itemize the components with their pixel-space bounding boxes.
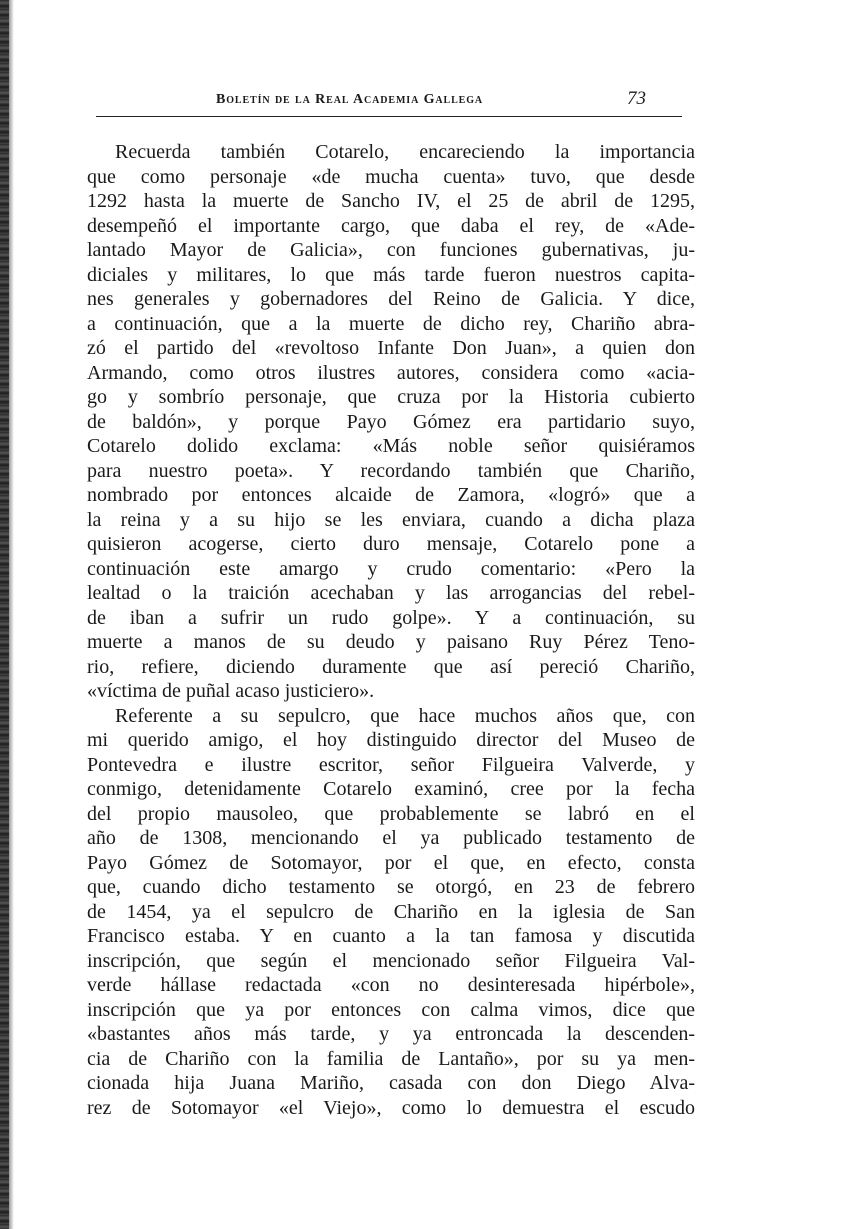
- text-line: que, cuando dicho testamento se otorgó, en 23 de febrero: [87, 876, 695, 898]
- text-line: rez de Sotomayor «el Viejo», como lo demuestra el escudo: [87, 1096, 695, 1119]
- page-number: 73: [627, 88, 646, 109]
- running-head: Boletín de la Real Academia Gallega: [216, 92, 484, 107]
- text-line: Referente a su sepulcro, que hace muchos años que, con: [115, 704, 695, 727]
- page-binding-shadow: [9, 0, 14, 1229]
- text-line: «bastantes años más tarde, y ya entroncada la descenden-: [87, 1023, 695, 1045]
- text-line: del propio mausoleo, que probablemente se labró en el: [87, 802, 695, 825]
- text-line: quisieron acogerse, cierto duro mensaje, Cotarelo pone a: [87, 533, 695, 555]
- text-line: muerte a manos de su deudo y paisano Ruy Pérez Teno-: [87, 631, 695, 653]
- text-line: Cotarelo dolido exclama: «Más noble señor quisiéramos: [87, 435, 695, 457]
- page-binding-edge: [0, 0, 9, 1229]
- page-header: [88, 88, 684, 114]
- text-line: zó el partido del «revoltoso Infante Don Juan», a quien don: [87, 337, 695, 359]
- text-line: inscripción, que según el mencionado señor Filgueira Val-: [87, 949, 695, 972]
- header-rule: [96, 116, 682, 117]
- text-line: cia de Chariño con la familia de Lantaño», por su ya men-: [87, 1047, 695, 1070]
- text-line: continuación este amargo y crudo comentario: «Pero la: [87, 557, 695, 580]
- text-line: Armando, como otros ilustres autores, considera como «acia-: [87, 361, 695, 384]
- text-line: verde hállase redactada «con no desinteresada hipérbole»,: [87, 974, 695, 996]
- text-line: Pontevedra e ilustre escritor, señor Filgueira Valverde, y: [87, 753, 695, 776]
- text-line: lealtad o la traición acechaban y las arrogancias del rebel-: [87, 582, 695, 604]
- text-line: go y sombrío personaje, que cruza por la Historia cubierto: [87, 386, 695, 408]
- text-line: Francisco estaba. Y en cuanto a la tan famosa y discutida: [87, 925, 695, 947]
- body-text: [87, 140, 695, 1120]
- text-line: nombrado por entonces alcaide de Zamora, «logró» que a: [87, 484, 695, 506]
- text-line: año de 1308, mencionando el ya publicado testamento de: [87, 827, 695, 849]
- text-line: nes generales y gobernadores del Reino de Galicia. Y dice,: [87, 288, 695, 310]
- text-line: mi querido amigo, el hoy distinguido director del Museo de: [87, 729, 695, 751]
- text-line: de baldón», y porque Payo Gómez era partidario suyo,: [87, 410, 695, 433]
- text-line: lantado Mayor de Galicia», con funciones gubernativas, ju-: [87, 239, 695, 261]
- text-line: Payo Gómez de Sotomayor, por el que, en efecto, consta: [87, 851, 695, 874]
- text-line: de iban a sufrir un rudo golpe». Y a continuación, su: [87, 606, 695, 629]
- text-line: a continuación, que a la muerte de dicho rey, Chariño abra-: [87, 312, 695, 335]
- text-line: cionada hija Juana Mariño, casada con don Diego Alva-: [87, 1072, 695, 1094]
- text-line: rio, refiere, diciendo duramente que así pereció Chariño,: [87, 655, 695, 678]
- text-line: conmigo, detenidamente Cotarelo examinó, cree por la fecha: [87, 778, 695, 800]
- text-line: inscripción que ya por entonces con calma vimos, dice que: [87, 998, 695, 1021]
- text-line: 1292 hasta la muerte de Sancho IV, el 25 de abril de 1295,: [87, 190, 695, 212]
- text-line: diciales y militares, lo que más tarde fueron nuestros capita-: [87, 263, 695, 286]
- text-line: de 1454, ya el sepulcro de Chariño en la iglesia de San: [87, 900, 695, 923]
- text-line: para nuestro poeta». Y recordando también que Chariño,: [87, 459, 695, 482]
- text-line: la reina y a su hijo se les enviara, cuando a dicha plaza: [87, 508, 695, 531]
- text-line: Recuerda también Cotarelo, encareciendo la importancia: [115, 141, 695, 163]
- text-line: «víctima de puñal acaso justiciero».: [87, 680, 375, 702]
- text-line: desempeñó el importante cargo, que daba el rey, de «Ade-: [87, 214, 695, 237]
- text-line: que como personaje «de mucha cuenta» tuvo, que desde: [87, 165, 695, 188]
